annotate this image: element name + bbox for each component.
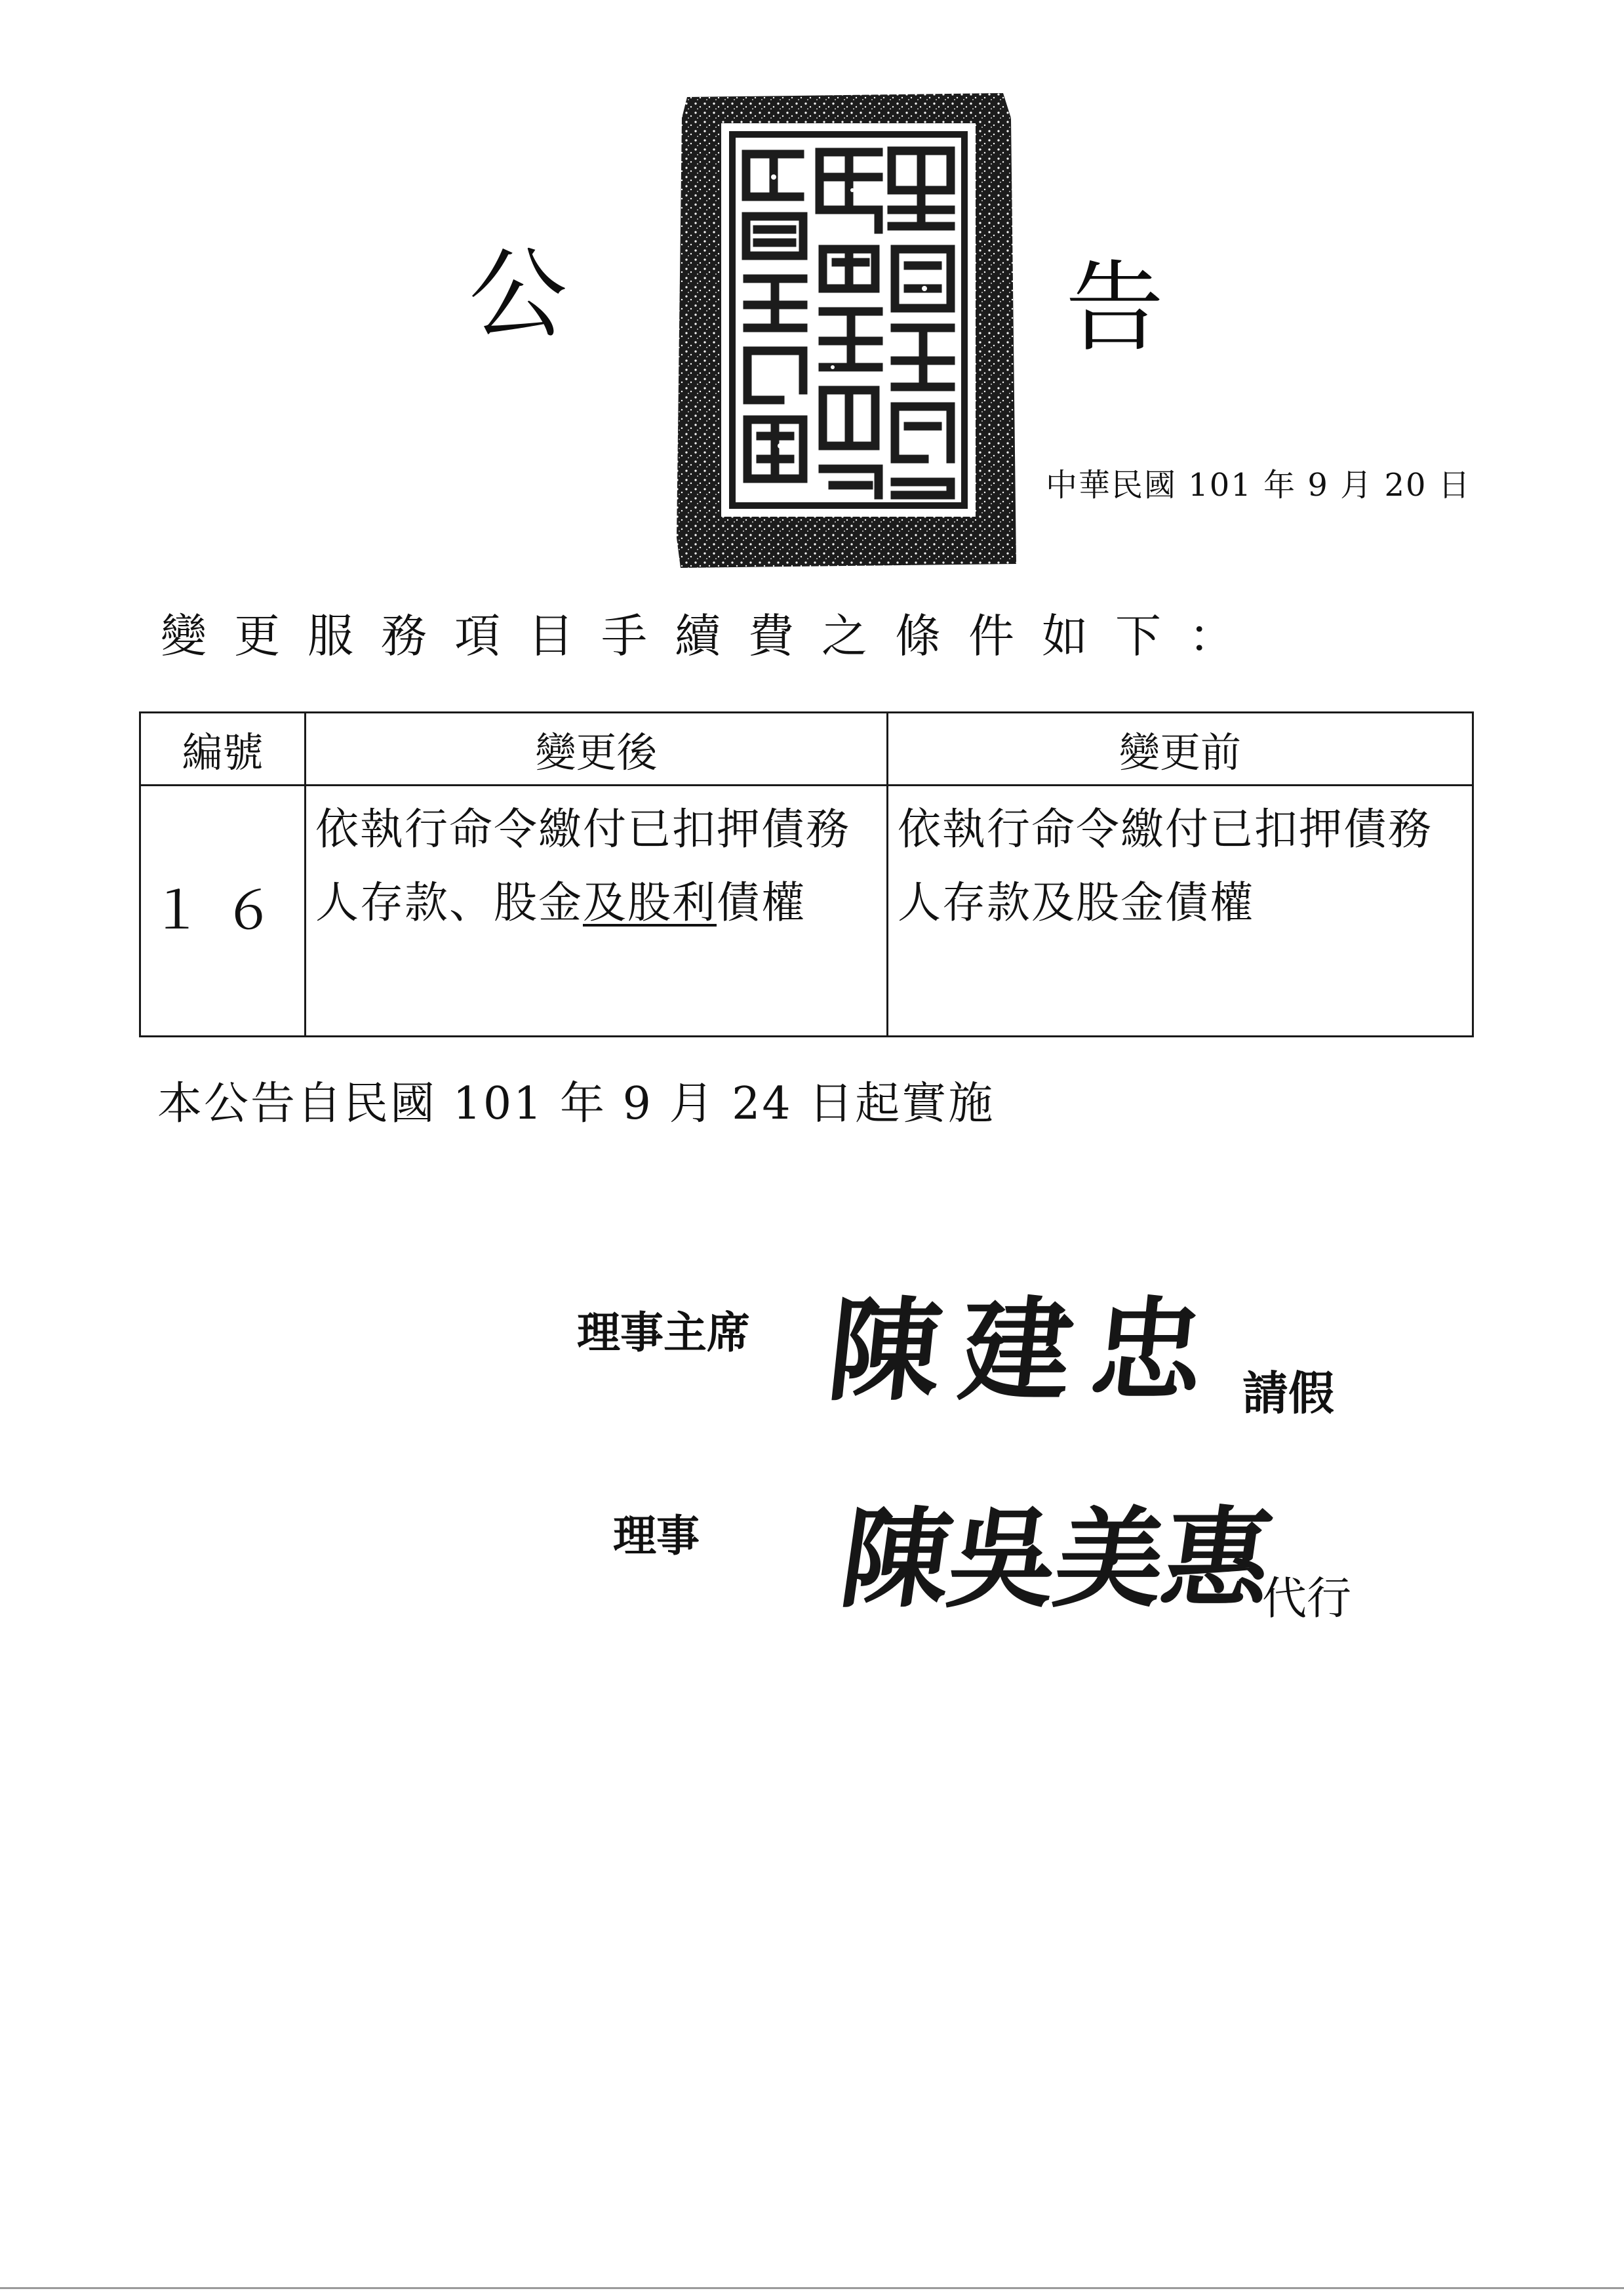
signer-name-director: 陳吳美惠 — [833, 1495, 1279, 1622]
announcement-date: 中華民國 101 年 9 月 20 日 — [1046, 467, 1471, 504]
cell-before: 依執行命令繳付已扣押債務人存款及股金債權 — [888, 786, 1473, 1037]
scan-edge-divider — [0, 2287, 1624, 2289]
official-seal-icon — [675, 92, 1020, 570]
after-underlined-text: 及股利 — [583, 877, 717, 928]
effective-date-notice: 本公告自民國 101 年 9 月 24 日起實施 — [157, 1078, 995, 1130]
title-char-right: 告 — [1065, 251, 1164, 365]
header-before: 變更前 — [888, 713, 1473, 786]
signer-status-leave: 請假 — [1242, 1367, 1334, 1420]
fee-change-table — [139, 711, 1474, 1037]
header-after: 變更後 — [306, 713, 888, 786]
table-row — [140, 786, 1473, 1037]
title-char-left: 公 — [469, 238, 568, 352]
after-tail-text: 債權 — [717, 877, 806, 928]
signer-status-acting: 代行 — [1262, 1573, 1352, 1625]
cell-after — [306, 786, 888, 1037]
signer-title-chairman: 理事主席 — [577, 1307, 750, 1358]
signer-name-chairman: 陳建忠 — [822, 1285, 1230, 1416]
table-header-row — [140, 713, 1473, 786]
header-number: 編號 — [140, 713, 306, 786]
row-number: １６ — [140, 786, 306, 1037]
after-text: 依執行命令繳付已扣押債務人存款、股金 — [315, 804, 850, 928]
signer-title-director: 理事 — [613, 1511, 700, 1561]
announcement-heading: 變更服務項目手續費之條件如下： — [161, 609, 1262, 663]
